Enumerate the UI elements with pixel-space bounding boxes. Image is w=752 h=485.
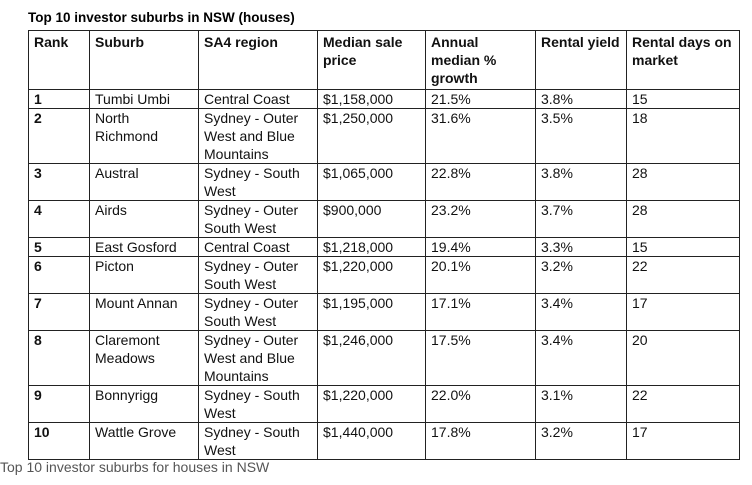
- cell-rental-days: 20: [627, 331, 740, 386]
- cell-median-price: $1,250,000: [318, 109, 426, 164]
- cell-sa4-region: Sydney - South West: [199, 386, 318, 423]
- cell-suburb: Claremont Meadows: [90, 331, 199, 386]
- header-suburb: Suburb: [90, 31, 199, 90]
- cell-rental-yield: 3.8%: [536, 164, 627, 201]
- table-row: [29, 90, 740, 109]
- cell-median-price: $1,218,000: [318, 238, 426, 257]
- cell-rental-days: 17: [627, 423, 740, 460]
- table-row: [29, 294, 740, 331]
- table-header-row: [29, 31, 740, 90]
- cell-median-price: $1,440,000: [318, 423, 426, 460]
- cell-growth: 17.1%: [426, 294, 536, 331]
- cell-rental-days: 17: [627, 294, 740, 331]
- header-annual-growth: Annual median % growth: [426, 31, 536, 90]
- cell-suburb: Mount Annan: [90, 294, 199, 331]
- cell-rank: 5: [29, 238, 90, 257]
- table-row: [29, 331, 740, 386]
- table-row: [29, 238, 740, 257]
- investor-suburbs-table: [28, 30, 740, 460]
- table-row: [29, 201, 740, 238]
- cell-sa4-region: Sydney - Outer West and Blue Mountains: [199, 109, 318, 164]
- cell-rental-yield: 3.1%: [536, 386, 627, 423]
- cell-rank: 8: [29, 331, 90, 386]
- cell-rank: 1: [29, 90, 90, 109]
- table-row: [29, 164, 740, 201]
- cell-rental-yield: 3.4%: [536, 331, 627, 386]
- header-rank: Rank: [29, 31, 90, 90]
- cell-suburb: Tumbi Umbi: [90, 90, 199, 109]
- header-rental-days: Rental days on market: [627, 31, 740, 90]
- header-sa4-region: SA4 region: [199, 31, 318, 90]
- cell-sa4-region: Sydney - South West: [199, 164, 318, 201]
- cell-suburb: Bonnyrigg: [90, 386, 199, 423]
- cell-median-price: $1,220,000: [318, 257, 426, 294]
- cell-rental-yield: 3.7%: [536, 201, 627, 238]
- cell-rank: 6: [29, 257, 90, 294]
- cell-sa4-region: Sydney - South West: [199, 423, 318, 460]
- cell-growth: 17.5%: [426, 331, 536, 386]
- cell-rental-days: 28: [627, 201, 740, 238]
- cell-sa4-region: Sydney - Outer South West: [199, 201, 318, 238]
- cell-rental-yield: 3.2%: [536, 257, 627, 294]
- cell-sa4-region: Sydney - Outer South West: [199, 294, 318, 331]
- cell-growth: 22.8%: [426, 164, 536, 201]
- cell-rank: 9: [29, 386, 90, 423]
- cell-median-price: $1,246,000: [318, 331, 426, 386]
- cell-rank: 2: [29, 109, 90, 164]
- cell-growth: 31.6%: [426, 109, 536, 164]
- cell-rental-yield: 3.3%: [536, 238, 627, 257]
- cell-rank: 10: [29, 423, 90, 460]
- image-caption: Top 10 investor suburbs for houses in NSW: [0, 459, 270, 475]
- cell-rental-days: 18: [627, 109, 740, 164]
- table-row: [29, 257, 740, 294]
- cell-median-price: $1,195,000: [318, 294, 426, 331]
- table-row: [29, 423, 740, 460]
- cell-growth: 21.5%: [426, 90, 536, 109]
- cell-rental-yield: 3.5%: [536, 109, 627, 164]
- cell-suburb: North Richmond: [90, 109, 199, 164]
- cell-growth: 17.8%: [426, 423, 536, 460]
- cell-median-price: $900,000: [318, 201, 426, 238]
- table-image: [28, 8, 740, 458]
- table-row: [29, 386, 740, 423]
- cell-rental-yield: 3.4%: [536, 294, 627, 331]
- cell-suburb: Wattle Grove: [90, 423, 199, 460]
- cell-rental-days: 22: [627, 386, 740, 423]
- header-median-sale-price: Median sale price: [318, 31, 426, 90]
- cell-rental-days: 15: [627, 90, 740, 109]
- cell-suburb: East Gosford: [90, 238, 199, 257]
- cell-rental-days: 22: [627, 257, 740, 294]
- cell-median-price: $1,158,000: [318, 90, 426, 109]
- cell-suburb: Austral: [90, 164, 199, 201]
- cell-median-price: $1,065,000: [318, 164, 426, 201]
- cell-growth: 19.4%: [426, 238, 536, 257]
- cell-rental-yield: 3.8%: [536, 90, 627, 109]
- cell-suburb: Airds: [90, 201, 199, 238]
- cell-median-price: $1,220,000: [318, 386, 426, 423]
- table-row: [29, 109, 740, 164]
- cell-rank: 3: [29, 164, 90, 201]
- cell-suburb: Picton: [90, 257, 199, 294]
- cell-sa4-region: Central Coast: [199, 90, 318, 109]
- header-rental-yield: Rental yield: [536, 31, 627, 90]
- cell-growth: 23.2%: [426, 201, 536, 238]
- cell-growth: 20.1%: [426, 257, 536, 294]
- cell-rank: 4: [29, 201, 90, 238]
- cell-rental-days: 15: [627, 238, 740, 257]
- cell-sa4-region: Sydney - Outer South West: [199, 257, 318, 294]
- cell-sa4-region: Central Coast: [199, 238, 318, 257]
- cell-rental-days: 28: [627, 164, 740, 201]
- cell-growth: 22.0%: [426, 386, 536, 423]
- table-title: Top 10 investor suburbs in NSW (houses): [28, 10, 295, 25]
- cell-rank: 7: [29, 294, 90, 331]
- cell-sa4-region: Sydney - Outer West and Blue Mountains: [199, 331, 318, 386]
- cell-rental-yield: 3.2%: [536, 423, 627, 460]
